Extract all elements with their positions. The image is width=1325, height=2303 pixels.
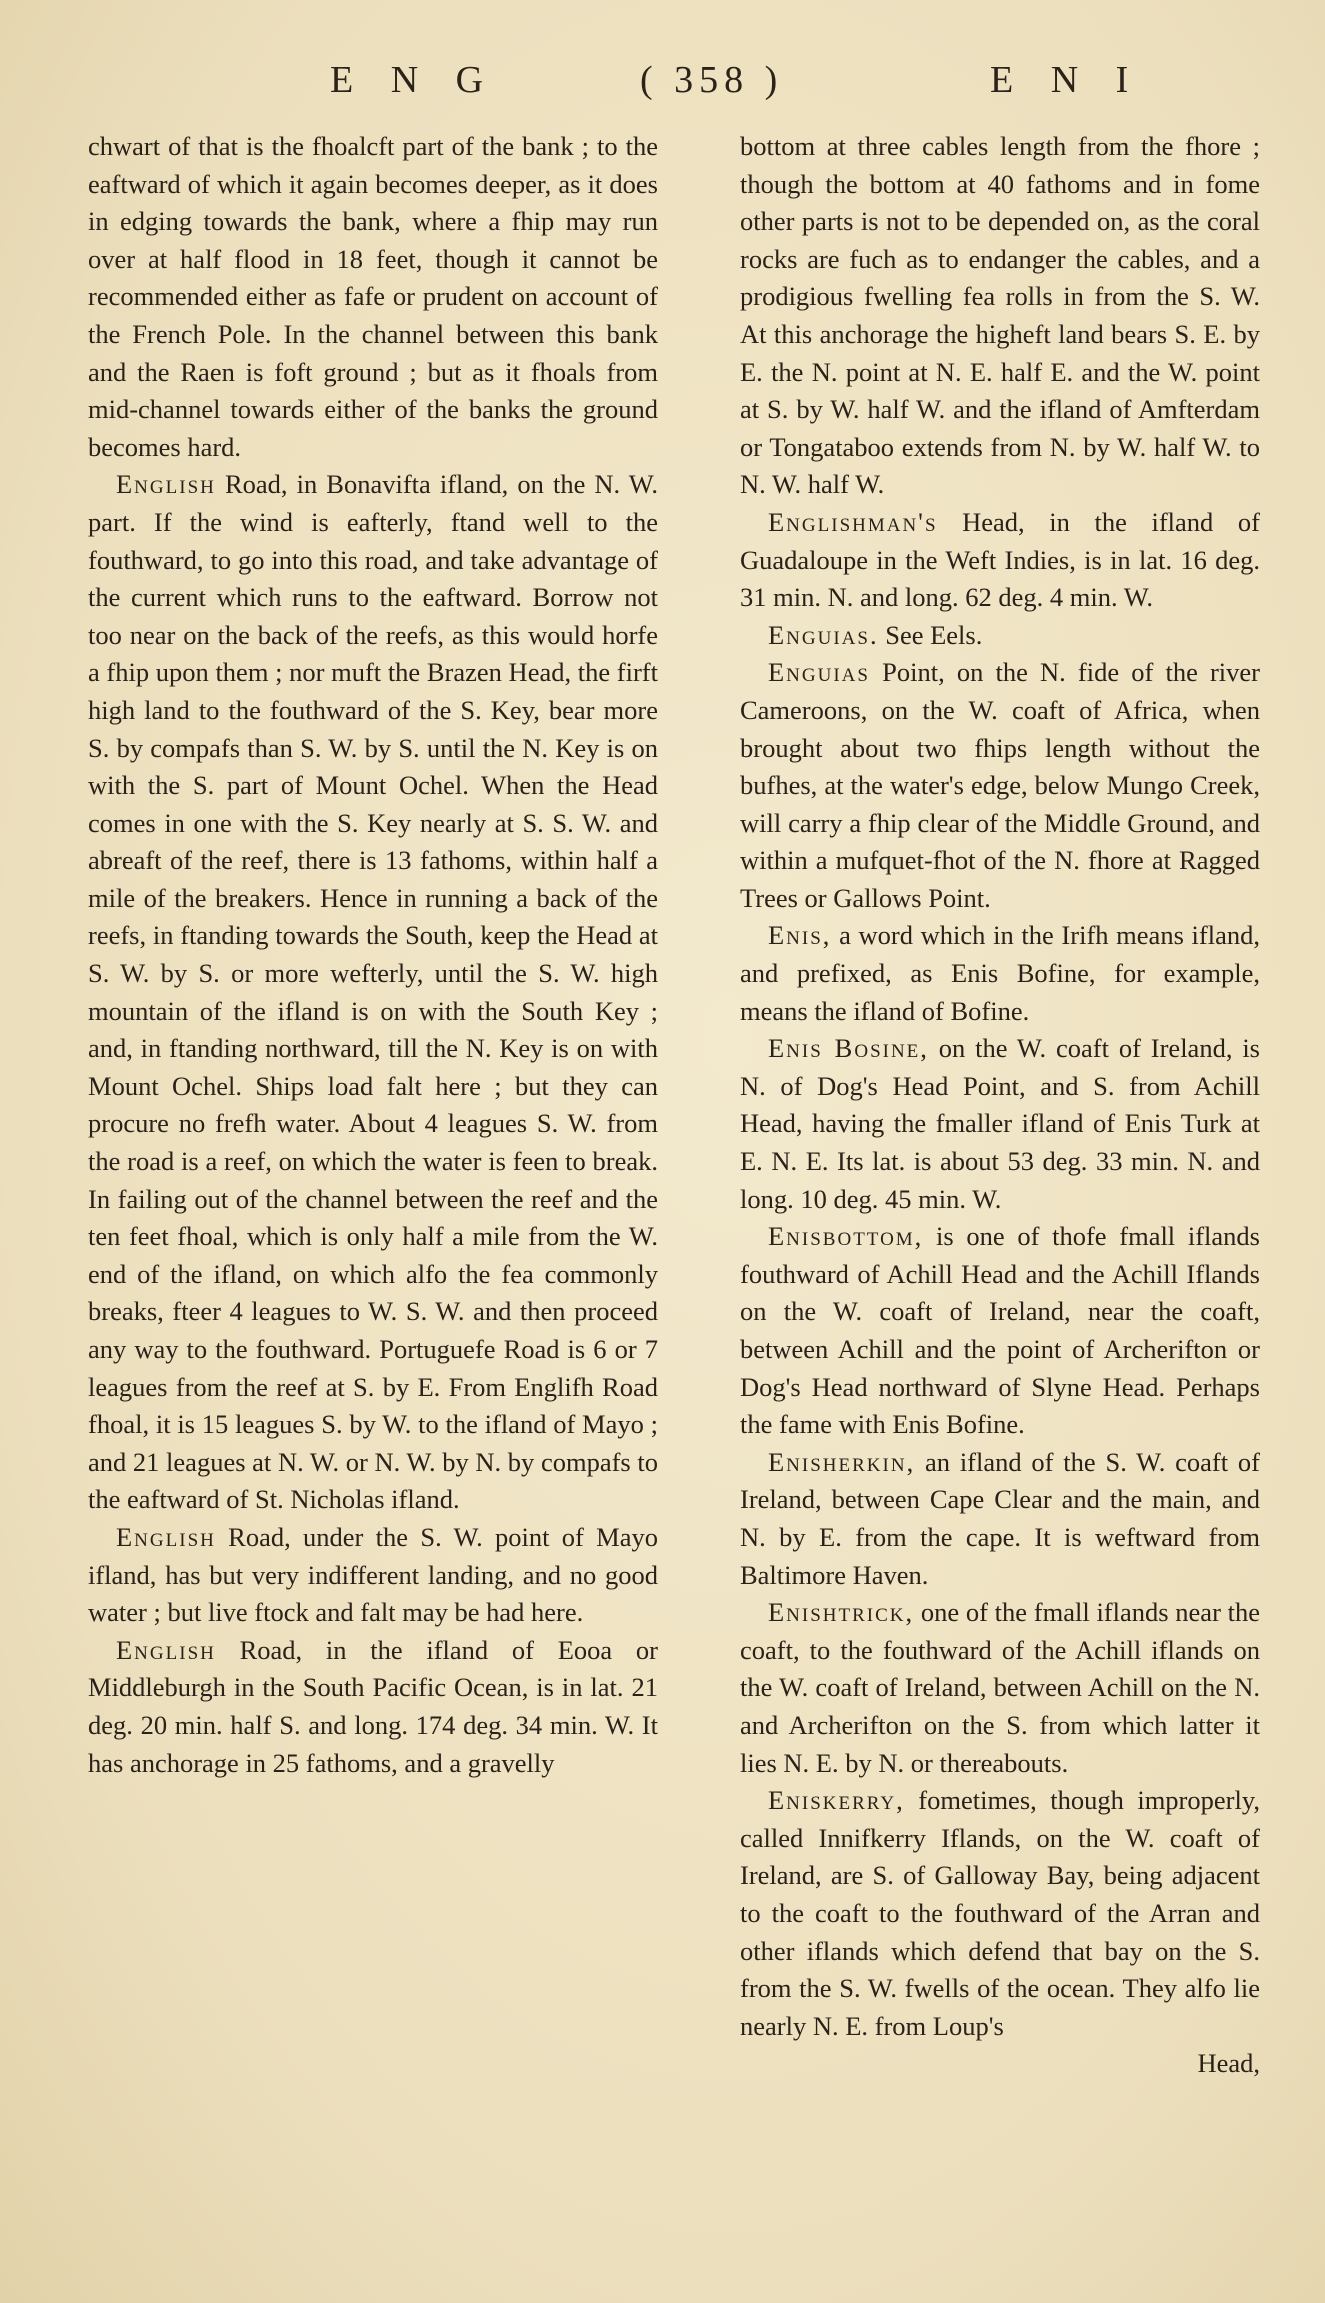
- entry-text: fometimes, though improperly, called Innifkerry Iflands, on the W. coaft of Ireland, are S. of Galloway Bay, being adjacent to the coaft to the fouthward of the Arran and other iflands which defend that bay on the S. from the S. W. fwells of the ocean. They alfo lie nearly N. E. from Loup's: [740, 1785, 1260, 2041]
- dictionary-entry: [740, 654, 1260, 917]
- entry-term: Enisherkin,: [768, 1446, 916, 1477]
- entry-text: Head, in the ifland of Guadaloupe in the Weft Indies, is in lat. 16 deg. 31 min. N. and long. 62 deg. 4 min. W.: [740, 506, 1260, 613]
- right-column: [740, 128, 1260, 2083]
- catchword: Head,: [1197, 2048, 1260, 2079]
- entry-text: Road, in the ifland of Eooa or Middleburgh in the South Pacific Ocean, is in lat. 21 deg. 20 min. half S. and long. 174 deg. 34 min. W. It has anchorage in 25 fathoms, and a gravelly: [88, 1634, 658, 1778]
- dictionary-entry: [740, 1444, 1260, 1594]
- dictionary-entry: [740, 1594, 1260, 1782]
- entry-text: Road, under the S. W. point of Mayo ifland, has but very indifferent landing, and no good water ; but live ftock and falt may be had here.: [88, 1521, 658, 1628]
- dictionary-entry: [88, 1519, 658, 1632]
- dictionary-entry: [88, 1632, 658, 1782]
- entry-term: Enis,: [768, 920, 832, 951]
- dictionary-entry: [740, 617, 1260, 655]
- entry-term: Enguias: [768, 657, 870, 688]
- dictionary-entry: [740, 1782, 1260, 2045]
- dictionary-entry: [88, 466, 658, 1519]
- entry-text: a word which in the Irifh means ifland, and prefixed, as Enis Bofine, for example, means the ifland of Bofine.: [740, 920, 1260, 1026]
- entry-text: one of the fmall iflands near the coaft, to the fouthward of the Achill iflands on the W. coaft of Ireland, between Achill on the N. and Archerifton on the S. from which latter it lies N. E. by N. or thereabouts.: [740, 1597, 1260, 1778]
- running-header: [0, 58, 1325, 118]
- paragraph: bottom at three cables length from the fhore ; though the bottom at 40 fathoms and in fome other parts is not to be depended on, as the coral rocks are fuch as to endanger the cables, and a prodigious fwelling fea rolls in from the S. W. At this anchorage the higheft land bears S. E. by E. the N. point at N. E. half E. and the W. point at S. by W. half W. and the ifland of Amfterdam or Tongataboo extends from N. by W. half W. to N. W. half W.: [740, 131, 1260, 500]
- dictionary-entry: [740, 1030, 1260, 1218]
- entry-term: Englishman's: [768, 506, 938, 537]
- header-left-word: E N G: [330, 59, 498, 101]
- left-column: [88, 128, 658, 1782]
- entry-term: Enishtrick,: [768, 1597, 915, 1628]
- entry-term: Enguias.: [768, 619, 879, 650]
- entry-term: English: [116, 1634, 216, 1665]
- entry-text: an ifland of the S. W. coaft of Ireland, between Cape Clear and the main, and N. by E. from the cape. It is weftward from Baltimore Haven.: [740, 1446, 1260, 1590]
- entry-text: on the W. coaft of Ireland, is N. of Dog's Head Point, and S. from Achill Head, having the fmaller ifland of Enis Turk at E. N. E. Its lat. is about 53 deg. 33 min. N. and long. 10 deg. 45 min. W.: [740, 1033, 1260, 1214]
- entry-term: Enisbottom,: [768, 1221, 924, 1252]
- entry-text: See Eels.: [878, 619, 983, 650]
- dictionary-entry: [740, 917, 1260, 1030]
- entry-text: is one of thofe fmall iflands fouthward of Achill Head and the Achill Iflands on the W. coaft of Ireland, near the coaft, between Achill and the point of Archerifton or Dog's Head northward of Slyne Head. Perhaps the fame with Enis Bofine.: [740, 1221, 1260, 1440]
- entry-text: Road, in Bonavifta ifland, on the N. W. part. If the wind is eafterly, ftand well to the fouthward, to go into this road, and take advantage of the current which runs to the eaftward. Borrow not too near on the back of the reefs, as this would horfe a fhip upon them ; nor muft the Brazen Head, the firft high land to the fouthward of the S. Key, bear more S. by compafs than S. W. by S. until the N. Key is on with the S. part of Mount Ochel. When the Head comes in one with the S. Key nearly at S. S. W. and abreaft of the reef, there is 13 fathoms, within half a mile of the breakers. Hence in running a back of the reefs, in ftanding towards the South, keep the Head at S. W. by S. or more wefterly, until the S. W. high mountain of the ifland is on with the South Key ; and, in ftanding northward, till the N. Key is on with Mount Ochel. Ships load falt here ; but they can procure no frefh water. About 4 leagues S. W. from the road is a reef, on which the water is feen to break. In failing out of the channel between the reef and the ten feet fhoal, which is only half a mile from the W. end of the ifland, on which alfo the fea commonly breaks, fteer 4 leagues to W. S. W. and then proceed any way to the fouthward. Portuguefe Road is 6 or 7 leagues from the reef at S. by E. From Englifh Road fhoal, it is 15 leagues S. by W. to the ifland of Mayo ; and 21 leagues at N. W. or N. W. by N. by compafs to the eaftward of St. Nicholas ifland.: [88, 469, 658, 1515]
- dictionary-entry: [740, 1218, 1260, 1444]
- page-number: ( 358 ): [640, 59, 784, 101]
- entry-term: Eniskerry,: [768, 1785, 905, 1816]
- entry-term: English: [116, 469, 216, 500]
- paragraph: chwart of that is the fhoalcft part of the bank ; to the eaftward of which it again becomes deeper, as it does in edging towards the bank, where a fhip may run over at half flood in 18 feet, though it cannot be recommended either as fafe or prudent on account of the French Pole. In the channel between this bank and the Raen is foft ground ; but as it fhoals from mid-channel towards either of the banks the ground becomes hard.: [88, 131, 658, 462]
- entry-term: English: [116, 1521, 216, 1552]
- entry-text: Point, on the N. fide of the river Cameroons, on the W. coaft of Africa, when brought about two fhips length without the bufhes, at the water's edge, below Mungo Creek, will carry a fhip clear of the Middle Ground, and within a mufquet-fhot of the N. fhore at Ragged Trees or Gallows Point.: [740, 657, 1260, 913]
- header-right-word: E N I: [990, 59, 1143, 101]
- entry-term: Enis Bosine,: [768, 1033, 929, 1064]
- dictionary-entry: [740, 504, 1260, 617]
